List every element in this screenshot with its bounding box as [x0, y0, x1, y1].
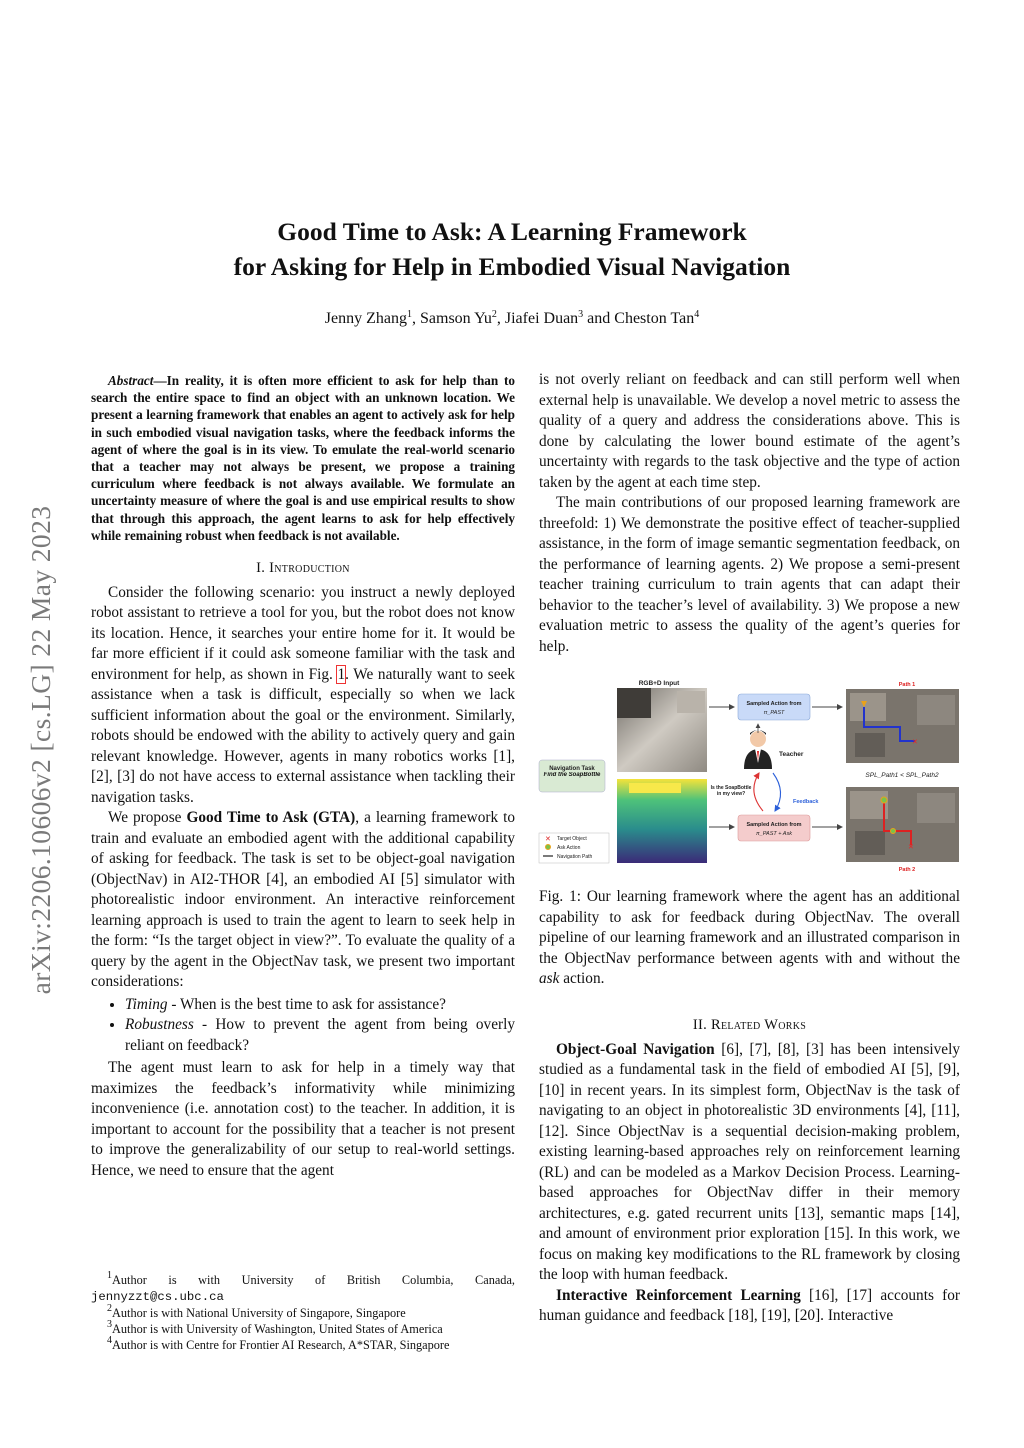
section-heading-introduction: I. Introduction — [256, 560, 350, 577]
rgb-image-shadow — [617, 688, 651, 718]
considerations-list — [91, 995, 515, 1057]
policy-box-symbol: π_PAST — [763, 710, 785, 716]
rgb-image-counter — [677, 691, 705, 713]
list-item: • Timing - When is the best time to ask for assistance? — [125, 995, 515, 1016]
target-marker-icon: ✕ — [545, 836, 551, 843]
framework-name: Good Time to Ask (GTA) — [186, 809, 356, 827]
footnote: $^1$Author is with University of British Columbia, Canada, jennyzzt@cs.ubc.ca — [91, 1270, 515, 1304]
spl-comparison: SPL_Path1 < SPL_Path2 — [865, 772, 939, 779]
author-affil: 3 — [578, 309, 584, 320]
map-1-room — [917, 695, 955, 725]
policy-ask-box-label: Sampled Action from — [746, 822, 802, 828]
author-affil: 2 — [491, 309, 497, 320]
paper-title — [0, 214, 1024, 284]
abstract: Abstract—In reality, it is often more efficient to ask for help than to search the entire space to find an object with an unknown location. We present a learning framework that enables an agent to actively ask for help in such embodied visual navigation tasks, where the feedback informs the agent of where the goal is in its view. To emulate the real-world scenario that a teacher may not always be present, we propose a training curriculum where feedback is not always available. We formulate an uncertainty measure of where the goal is and use empirical results to show that through this approach, the agent learns to ask for help effectively while remaining robust when feedback is not available. — [91, 373, 515, 543]
policy-ask-box — [738, 815, 810, 841]
author-affil: 4 — [694, 309, 700, 320]
teacher-icon — [744, 730, 772, 769]
paragraph: The main contributions of our proposed learning framework are threefold: 1) We demonstrate the positive effect of teacher-supplied assistance, in the form of image semantic segmentation feedback, on the performance of learning agents. 2) We propose a semi-present teacher training curriculum to train agents that can adapt their behavior to the teacher’s level of availability. 3) We propose a new evaluation metric to assess the quality of the agent’s queries for help. — [539, 494, 960, 655]
ask-question: Is the SoapBottle in my view? — [710, 785, 752, 797]
policy-box — [738, 694, 810, 720]
feedback-label: Feedback — [793, 799, 819, 805]
author: Jiafei Duan — [504, 310, 579, 327]
figure-caption: Fig. 1: Our learning framework where the agent has an additional capability to ask for feedback during ObjectNav. The overall pipeline of our learning framework and an illustrated comparison in the ObjectNav performance between agents with and without the ask action. — [539, 888, 960, 987]
path-2-target-icon: ✕ — [908, 844, 914, 851]
author: Jenny Zhang — [324, 310, 407, 327]
legend-target: Target Object — [557, 836, 587, 842]
related-paragraph: Object-Goal Navigation [6], [7], [8], [3] has been intensively studied as a fundamental task in the field of embodied AI [5], [9], [10] in recent years. In its simplest form, ObjectNav is the task of navigating to an object in photorealistic 3D environments [4], [11], [12]. Since ObjectNav is a sequential decision-making problem, existing learning-based approaches rely on reinforcement learning (RL) and can be modeled as a Markov Decision Process. Learning-based approaches for ObjectNav differ in their memory architectures, e.g. gated recurrent units [13], semantic maps [14], and amount of environment prior exploration [15]. In this work, we focus on making key modifications to the RL framework by closing the loop with human feedback. — [539, 1040, 960, 1283]
caption-label: Fig. 1: — [539, 888, 581, 905]
path-2-label: Path 2 — [898, 867, 916, 873]
footnote: $^3$Author is with University of Washington, United States of America — [107, 1319, 443, 1336]
section-heading-related-works: II. Related Works — [692, 1017, 807, 1033]
abstract-text: In reality, it is often more efficient to ask for help than to search the entire space to find an object with an unknown location. We present a learning framework that enables an agent to actively ask for help in such embodied visual navigation tasks, where the feedback informs the agent of where the goal is in its view. To emulate the real-world scenario that a teacher may not always be present, we propose a training curriculum where feedback is not always available. We formulate an uncertainty measure of where the goal is and use empirical results to show that through this approach, the agent learns to ask for help effectively while remaining robust when feedback is not available. — [91, 373, 515, 543]
author: Cheston Tan — [614, 310, 695, 327]
title-line-1: Good Time to Ask: A Learning Framework — [277, 217, 747, 246]
footnote: $^2$Author is with National University of Singapore, Singapore — [107, 1303, 406, 1320]
map-2-room — [855, 831, 885, 855]
footnote: $^4$Author is with Centre for Frontier AI Research, A*STAR, Singapore — [107, 1335, 450, 1352]
intro-paragraph: The agent must learn to ask for help in a timely way that maximizes the feedback’s informativity while minimizing inconvenience (i.e. annotation cost) to the teacher. In addition, it is important to account for the possibility that a teacher is not present to improve the generalizability of our setup to real-world settings. Hence, we need to ensure that the agent — [91, 1059, 515, 1179]
policy-ask-box-symbol: π_PAST + Ask — [756, 831, 792, 837]
legend-path: Navigation Path — [557, 854, 593, 860]
rgbd-label: RGB+D Input — [638, 680, 680, 687]
path-1-label: Path 1 — [898, 682, 916, 688]
right-column — [539, 370, 960, 657]
feedback-arrow — [773, 773, 781, 811]
author: Samson Yu — [420, 310, 492, 327]
figure-reference-link[interactable]: 1 — [337, 665, 346, 683]
path-1-target-icon: ✕ — [912, 739, 918, 746]
path-2-ask-icon — [881, 797, 887, 803]
title-line-2: for Asking for Help in Embodied Visual Navigation — [233, 252, 791, 281]
map-2-room — [917, 793, 955, 823]
intro-paragraph: We propose Good Time to Ask (GTA), a learning framework to train and evaluate an embodied agent with the additional capability of asking for feedback. The task is set to be object-goal navigation (ObjectNav) in AI2-THOR [4], an embodied AI [5] simulator with photorealistic indoor environment. An interactive reinforcement learning approach is used to train the agent to learn to seek help in the form: “Is the target object in view?”. To evaluate the quality of a query by the agent in the ObjectNav task, we present two important considerations: — [91, 809, 515, 991]
ask-marker-icon — [546, 845, 551, 850]
abstract-label: Abstract — [108, 373, 154, 388]
navigation-task-goal-wrap — [543, 772, 601, 790]
map-2-room — [850, 791, 888, 819]
related-paragraph: Interactive Reinforcement Learning [16], [17] accounts for human guidance and feedback [18], [19], [20]. Interactive — [539, 1286, 960, 1324]
figure-1 — [537, 677, 961, 875]
navigation-task-title: Navigation Task — [549, 766, 595, 772]
arxiv-stamp: arXiv:2206.10606v2 [cs.LG] 22 May 2023 — [25, 505, 56, 995]
author-list: Jenny Zhang$^1$, Samson Yu$^2$, Jiafei Duan$^3$ and Cheston Tan$^4$ — [324, 309, 700, 327]
framework-diagram — [537, 677, 961, 875]
legend-ask: Ask Action — [557, 845, 581, 851]
intro-paragraph: Consider the following scenario: you instruct a newly deployed robot assistant to retrieve a tool for you, but the robot does not know its location. Hence, it searches your entire home for it. It would be far more efficient if it could ask someone familiar with the task and environment for help, as shown in Fig. 1. We naturally want to seek assistance when a task is difficult, especially so when we lack sufficient information about the goal or the environment. Similarly, robots should be endowed with the ability to actively query and gain relevant knowledge. However, agents in many robotics works [1], [2], [3] do not have access to external assistance when tackling their navigation tasks. — [91, 583, 515, 806]
navigation-task-goal: Find the SoapBottle — [543, 772, 601, 778]
author-email: jennyzzt@cs.ubc.ca — [91, 1290, 224, 1304]
map-1-room — [855, 733, 885, 757]
ask-arrow — [754, 773, 763, 811]
left-column — [91, 372, 515, 1181]
author-affil: 1 — [407, 309, 412, 320]
teacher-label: Teacher — [779, 751, 804, 758]
map-1-room — [850, 693, 886, 721]
policy-box-label: Sampled Action from — [746, 701, 802, 707]
footnotes — [91, 1272, 515, 1353]
question-wrap — [709, 785, 753, 811]
path-2-ask-icon — [891, 829, 896, 834]
depth-image-highlight — [629, 783, 681, 793]
paragraph: is not overly reliant on feedback and can still perform well when external help is unavailable. We develop a novel metric to assess the quality of a query and address the considerations above. This is done by calculating the lower bound estimate of the agent’s uncertainty with regards to the task objective and the type of action taken by the agent at each time step. — [539, 371, 960, 491]
related-works — [539, 1015, 960, 1327]
list-item: • Robustness - How to prevent the agent from being overly reliant on feedback? — [125, 1015, 515, 1056]
